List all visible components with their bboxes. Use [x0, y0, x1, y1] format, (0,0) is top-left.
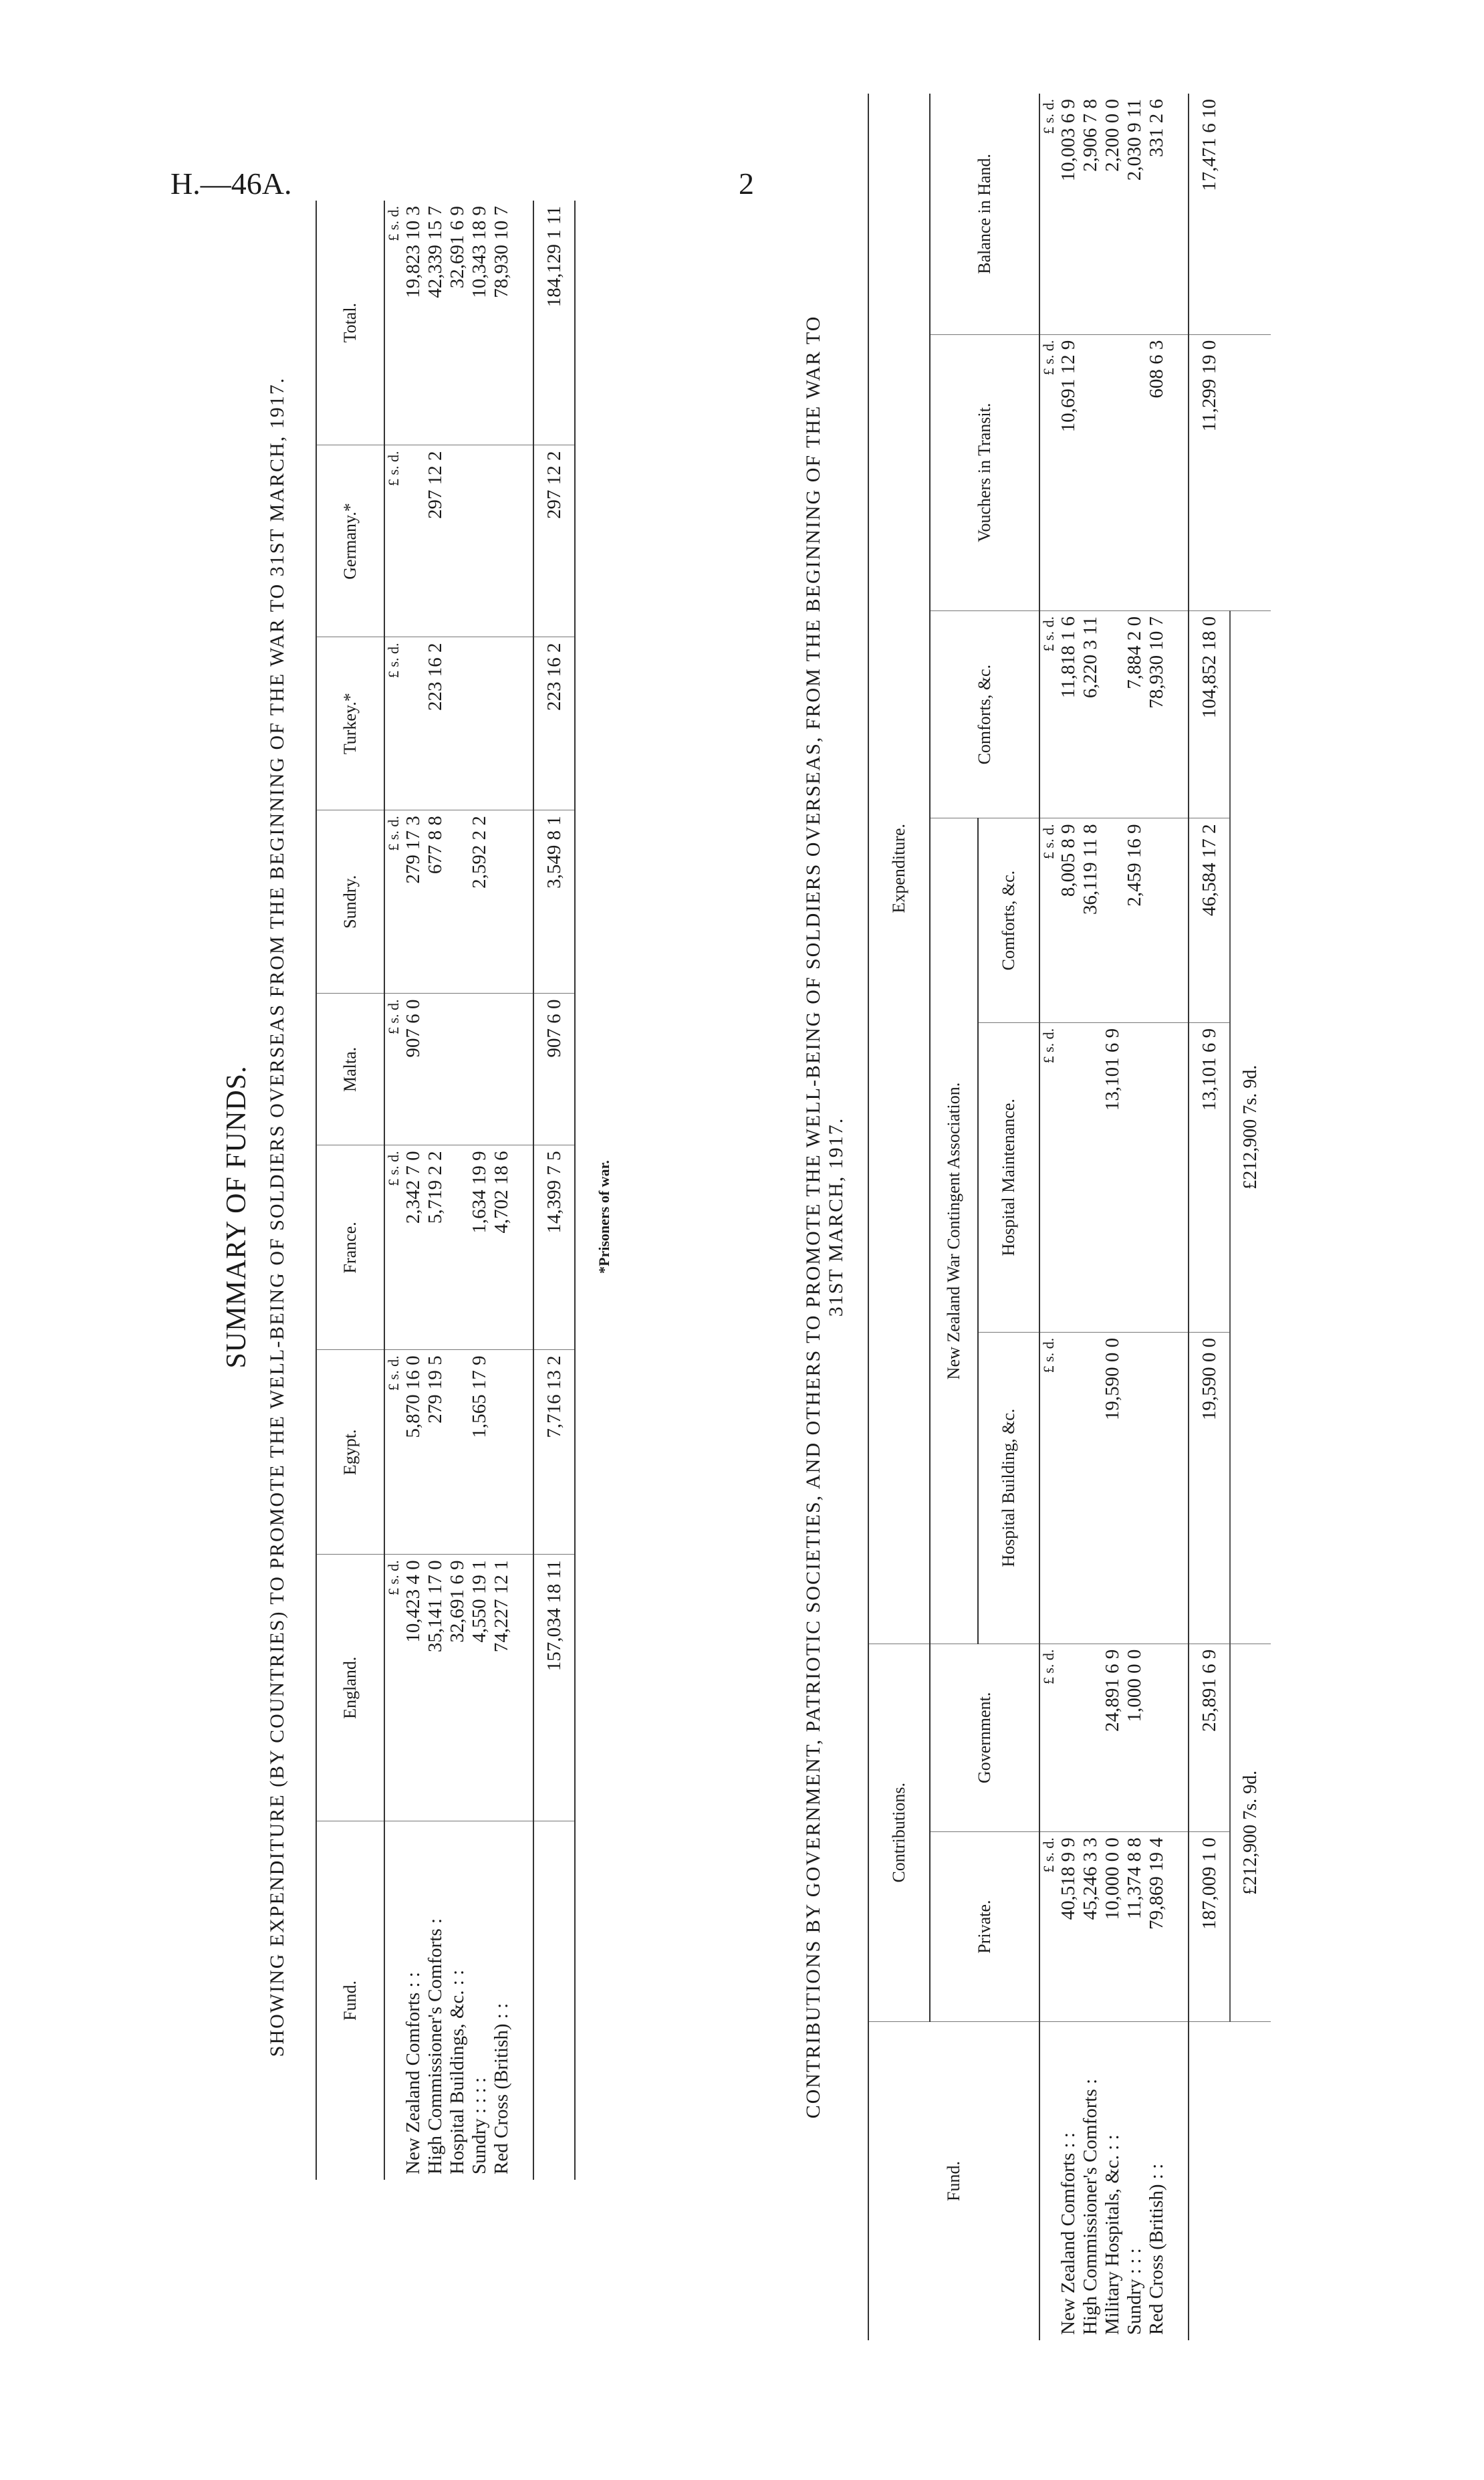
amount-cell: 4,702 18 6 [491, 1145, 533, 1350]
total-cell: 184,129 1 11 [543, 206, 565, 308]
fund-name: Sundry [1124, 2279, 1145, 2335]
leader-dots: : [1080, 2078, 1101, 2090]
amount-cell: 2,906 7 8 [1080, 99, 1101, 172]
total-cell: 187,009 1 0 [1189, 1832, 1230, 2022]
leader-dots: : : [402, 1972, 424, 1993]
col-germany: Germany.* [316, 445, 384, 637]
total-cell: 3,549 8 1 [533, 810, 575, 994]
amount-cell [1080, 1332, 1102, 1644]
col-vouchers: Vouchers in Transit. [930, 334, 1039, 610]
summary-header-row [316, 201, 384, 2180]
amount-cell: 223 16 2 [424, 637, 447, 810]
amount-cell [447, 994, 469, 1145]
amount-cell [1058, 1644, 1080, 1832]
amount-cell: 24,891 6 9 [1102, 1644, 1124, 1832]
amount-cell [1080, 1022, 1102, 1332]
leader-dots: : : [1146, 2163, 1167, 2184]
col-england: England. [316, 1555, 384, 1821]
amount-cell: 907 6 0 [402, 994, 424, 1145]
amount-cell [491, 810, 533, 994]
amount-cell [1124, 334, 1146, 610]
col-fund: Fund. [316, 1821, 384, 2180]
amount-cell [491, 994, 533, 1145]
amount-cell [447, 445, 469, 637]
amount-cell [491, 637, 533, 810]
amount-cell: 2,342 7 0 [402, 1145, 424, 1350]
amount-cell: 297 12 2 [424, 445, 447, 637]
amount-cell: 32,691 6 9 [447, 1555, 469, 1821]
leader-dots: : : [447, 1969, 468, 1991]
unit-label: £ s. d. [384, 1555, 402, 1821]
fund-name: New Zealand Comforts [402, 1992, 424, 2174]
amount-cell: 2,200 0 0 [1102, 99, 1123, 172]
footnote: *Prisoners of war. [596, 1160, 612, 1274]
unit-label: £ s. d. [1039, 1832, 1058, 2022]
amount-cell: 2,592 2 2 [469, 810, 491, 994]
unit-label: £ s. d. [1040, 99, 1057, 134]
amount-cell: 19,590 0 0 [1102, 1332, 1124, 1644]
fund-name: Sundry [469, 2118, 490, 2174]
col-fund: Fund. [868, 2022, 1039, 2341]
amount-cell [424, 994, 447, 1145]
totals-row [1189, 94, 1230, 2340]
total-cell: 7,716 13 2 [533, 1350, 575, 1555]
unit-label: £ s. d. [385, 206, 402, 241]
amount-cell [1146, 1644, 1189, 1832]
unit-label: £ s. d. [1039, 1332, 1058, 1644]
amount-cell: 10,003 6 9 [1058, 99, 1079, 182]
unit-label: £ s. d. [384, 994, 402, 1145]
col-sundry: Sundry. [316, 810, 384, 994]
amount-cell [447, 1145, 469, 1350]
amount-cell: 2,459 16 9 [1124, 818, 1146, 1022]
col-france: France. [316, 1145, 384, 1350]
amount-cell: 74,227 12 1 [491, 1555, 533, 1821]
leader-dots: : [424, 1918, 446, 1929]
page-ref: H.—46A. [170, 166, 292, 201]
amount-cell [1102, 610, 1124, 818]
amount-cell [402, 637, 424, 810]
table-row [469, 201, 491, 2180]
summary-title: SUMMARY OF FUNDS. [221, 1065, 252, 1369]
total-cell: 46,584 17 2 [1189, 818, 1230, 1022]
summary-section [214, 94, 613, 2340]
brace-contributions-total: £212,900 7s. 9d. [1230, 1644, 1271, 2021]
amount-cell [1080, 334, 1102, 610]
amount-cell: 10,343 18 9 [469, 206, 490, 298]
col-total: Total. [340, 302, 360, 343]
unit-label: £ s. d. [1039, 1022, 1058, 1332]
amount-cell: 36,119 11 8 [1080, 818, 1102, 1022]
table-row [1102, 94, 1124, 2340]
total-cell: 11,299 19 0 [1189, 334, 1230, 610]
table-row [447, 201, 469, 2180]
fund-name: Hospital Buildings, &c. [447, 1990, 468, 2174]
col-private: Private. [930, 1832, 1039, 2022]
amount-cell [1146, 1022, 1189, 1332]
total-cell: 25,891 6 9 [1189, 1644, 1230, 1832]
col-comforts-other: Comforts, &c. [930, 610, 1039, 818]
amount-cell [1058, 1332, 1080, 1644]
col-government: Government. [930, 1644, 1039, 1832]
amount-cell: 78,930 10 7 [491, 206, 512, 298]
fund-name: High Commissioner's Comforts [424, 1928, 446, 2174]
amount-cell [491, 445, 533, 637]
brace-expenditure-total: £212,900 7s. 9d. [1230, 610, 1271, 1644]
col-turkey: Turkey.* [316, 637, 384, 810]
unit-row [384, 201, 402, 2180]
total-cell: 17,471 6 10 [1199, 99, 1220, 191]
summary-table [316, 201, 576, 2180]
amount-cell: 35,141 17 0 [424, 1555, 447, 1821]
amount-cell: 2,030 9 11 [1124, 99, 1145, 181]
contributions-table [868, 94, 1271, 2340]
table-row [1146, 94, 1189, 2340]
page-number: 2 [739, 166, 754, 201]
amount-cell: 6,220 3 11 [1080, 610, 1102, 818]
table-row [402, 201, 424, 2180]
amount-cell: 40,518 9 9 [1058, 1832, 1080, 2022]
amount-cell: 1,000 0 0 [1124, 1644, 1146, 1832]
amount-cell: 279 19 5 [424, 1350, 447, 1555]
amount-cell: 10,691 12 9 [1058, 334, 1080, 610]
col-hospital-maintenance: Hospital Maintenance. [978, 1022, 1039, 1332]
amount-cell: 13,101 6 9 [1102, 1022, 1124, 1332]
fund-name: Military Hospitals, &c. [1102, 2154, 1123, 2335]
amount-cell [491, 1350, 533, 1555]
total-cell: 13,101 6 9 [1189, 1022, 1230, 1332]
amount-cell: 4,550 19 1 [469, 1555, 491, 1821]
col-hospital-building: Hospital Building, &c. [978, 1332, 1039, 1644]
amount-cell: 10,000 0 0 [1102, 1832, 1124, 2022]
amount-cell [447, 810, 469, 994]
contributions-section [802, 94, 1271, 2340]
col-egypt: Egypt. [316, 1350, 384, 1555]
unit-row [1039, 94, 1058, 2340]
amount-cell: 45,246 3 3 [1080, 1832, 1102, 2022]
amount-cell [447, 637, 469, 810]
total-cell: 14,399 7 5 [533, 1145, 575, 1350]
col-balance: Balance in Hand. [930, 94, 1039, 334]
amount-cell: 677 8 8 [424, 810, 447, 994]
amount-cell [1058, 1022, 1080, 1332]
total-cell: 907 6 0 [533, 994, 575, 1145]
amount-cell: 331 2 6 [1146, 99, 1167, 157]
unit-label: £ s. d. [1039, 334, 1058, 610]
amount-cell [1124, 1332, 1146, 1644]
unit-label: £ s. d. [384, 1145, 402, 1350]
amount-cell [469, 445, 491, 637]
amount-cell: 1,565 17 9 [469, 1350, 491, 1555]
unit-label: £ s. d. [384, 445, 402, 637]
amount-cell [469, 994, 491, 1145]
amount-cell [469, 637, 491, 810]
fund-name: Red Cross (British) [491, 2023, 512, 2174]
amount-cell [447, 1350, 469, 1555]
amount-cell [1102, 334, 1124, 610]
amount-cell: 279 17 3 [402, 810, 424, 994]
table-row [491, 201, 533, 2180]
amount-cell [402, 445, 424, 637]
amount-cell [1124, 1022, 1146, 1332]
summary-subtitle: SHOWING EXPENDITURE (BY COUNTRIES) TO PROMOTE THE WELL-BEING OF SOLDIERS OVERSEAS FROM THE BEGINNING OF THE WAR TO 31ST MARCH, 1917. [266, 376, 288, 2057]
totals-row [533, 201, 575, 2180]
amount-cell: 608 6 3 [1146, 334, 1189, 610]
total-cell: 19,590 0 0 [1189, 1332, 1230, 1644]
leader-dots: : : [1058, 2132, 1079, 2153]
table-row [1058, 94, 1080, 2340]
table-row [424, 201, 447, 2180]
amount-cell [1080, 1644, 1102, 1832]
leader-dots: : : [1102, 2134, 1123, 2155]
col-group-expenditure: Expenditure. [868, 94, 930, 1644]
amount-cell: 10,423 4 0 [402, 1555, 424, 1821]
unit-label: £ s. d. [1039, 818, 1058, 1022]
amount-cell: 78,930 10 7 [1146, 610, 1189, 818]
amount-cell: 5,870 16 0 [402, 1350, 424, 1555]
col-group-association: New Zealand War Contingent Association. [930, 818, 978, 1644]
amount-cell: 5,719 2 2 [424, 1145, 447, 1350]
fund-name: High Commissioner's Comforts [1080, 2089, 1101, 2335]
contributions-subtitle: CONTRIBUTIONS BY GOVERNMENT, PATRIOTIC SOCIETIES, AND OTHERS TO PROMOTE THE WELL-BEING OF SOLDIERS OVERSEAS, FROM THE BEGINNING OF THE WAR TO 31ST MARCH, 1917. [802, 315, 847, 2119]
unit-label: £ s. d. [384, 1350, 402, 1555]
amount-cell: 42,339 15 7 [424, 206, 446, 298]
col-group-contributions: Contributions. [868, 1644, 930, 2021]
table-row [1124, 94, 1146, 2340]
table-row [1080, 94, 1102, 2340]
brace-row [1230, 94, 1271, 2340]
total-cell: 223 16 2 [533, 637, 575, 810]
amount-cell [1146, 1332, 1189, 1644]
amount-cell: 19,823 10 3 [402, 206, 424, 298]
unit-label: £ s. d. [1039, 610, 1058, 818]
amount-cell: 7,884 2 0 [1124, 610, 1146, 818]
amount-cell: 11,818 1 6 [1058, 610, 1080, 818]
total-cell: 104,852 18 0 [1189, 610, 1230, 818]
total-cell: 157,034 18 11 [533, 1555, 575, 1821]
unit-label: £ s. d. [384, 637, 402, 810]
fund-name: Red Cross (British) [1146, 2184, 1167, 2335]
fund-name: New Zealand Comforts [1058, 2152, 1079, 2335]
leader-dots: : : : : [469, 2077, 490, 2119]
amount-cell [1102, 818, 1124, 1022]
amount-cell: 8,005 8 9 [1058, 818, 1080, 1022]
unit-label: £ s. d. [1039, 1644, 1058, 1832]
unit-label: £ s. d. [384, 810, 402, 994]
amount-cell [1146, 818, 1189, 1022]
rotated-page-content [214, 94, 1417, 2340]
leader-dots: : : : [1124, 2248, 1145, 2279]
amount-cell: 32,691 6 9 [447, 206, 468, 289]
col-comforts-association: Comforts, &c. [978, 818, 1039, 1022]
total-cell: 297 12 2 [533, 445, 575, 637]
amount-cell: 1,634 19 9 [469, 1145, 491, 1350]
leader-dots: : : [491, 2003, 512, 2024]
amount-cell: 79,869 19 4 [1146, 1832, 1189, 2022]
amount-cell: 11,374 8 8 [1124, 1832, 1146, 2022]
col-malta: Malta. [316, 994, 384, 1145]
